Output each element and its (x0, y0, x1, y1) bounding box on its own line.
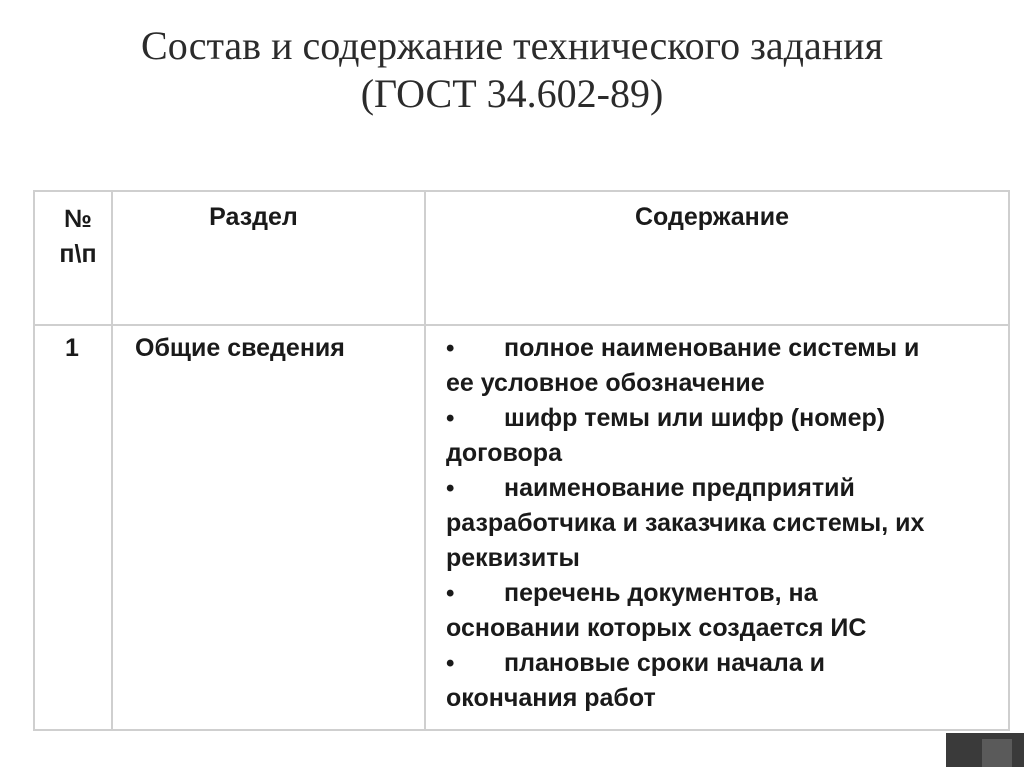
content-line-text: реквизиты (446, 544, 580, 572)
header-num (34, 191, 112, 325)
requirements-table (33, 190, 1010, 731)
header-num-line-1: № (64, 205, 92, 233)
header-content: Содержание (425, 191, 1009, 325)
corner-decoration-accent (982, 739, 1012, 767)
title-line-1: Состав и содержание технического задания (141, 23, 883, 68)
content-line (446, 471, 1008, 506)
page-title (0, 22, 1024, 118)
table-header-row (34, 191, 1009, 325)
content-line-text: ее условное обозначение (446, 369, 765, 397)
content-line-text: основании которых создается ИС (446, 614, 867, 642)
content-line (446, 681, 1008, 716)
content-line (446, 331, 1008, 366)
bullet-icon: • (446, 580, 455, 607)
content-line (446, 611, 1008, 646)
content-line (446, 541, 1008, 576)
content-line-text: шифр темы или шифр (номер) (504, 404, 886, 432)
header-section: Раздел (112, 191, 425, 325)
content-line (446, 366, 1008, 401)
content-line-text: полное наименование системы и (504, 334, 920, 362)
content-line (446, 576, 1008, 611)
bullet-icon: • (446, 650, 455, 677)
content-line-text: разработчика и заказчика системы, их (446, 509, 925, 537)
title-line-2: (ГОСТ 34.602-89) (360, 71, 664, 116)
bullet-icon: • (446, 335, 455, 362)
content-line-text: плановые сроки начала и (504, 649, 825, 677)
bullet-icon: • (446, 405, 455, 432)
row-content (425, 325, 1009, 730)
content-line-text: договора (446, 439, 562, 467)
content-line (446, 401, 1008, 436)
row-num: 1 (34, 325, 112, 730)
content-line (446, 646, 1008, 681)
content-line-text: перечень документов, на (504, 579, 818, 607)
bullet-icon: • (446, 475, 455, 502)
table-row (34, 325, 1009, 730)
content-line (446, 506, 1008, 541)
row-section: Общие сведения (112, 325, 425, 730)
content-line-text: наименование предприятий (504, 474, 855, 502)
content-line (446, 436, 1008, 471)
header-num-line-2: п\п (59, 240, 97, 268)
content-line-text: окончания работ (446, 684, 656, 712)
